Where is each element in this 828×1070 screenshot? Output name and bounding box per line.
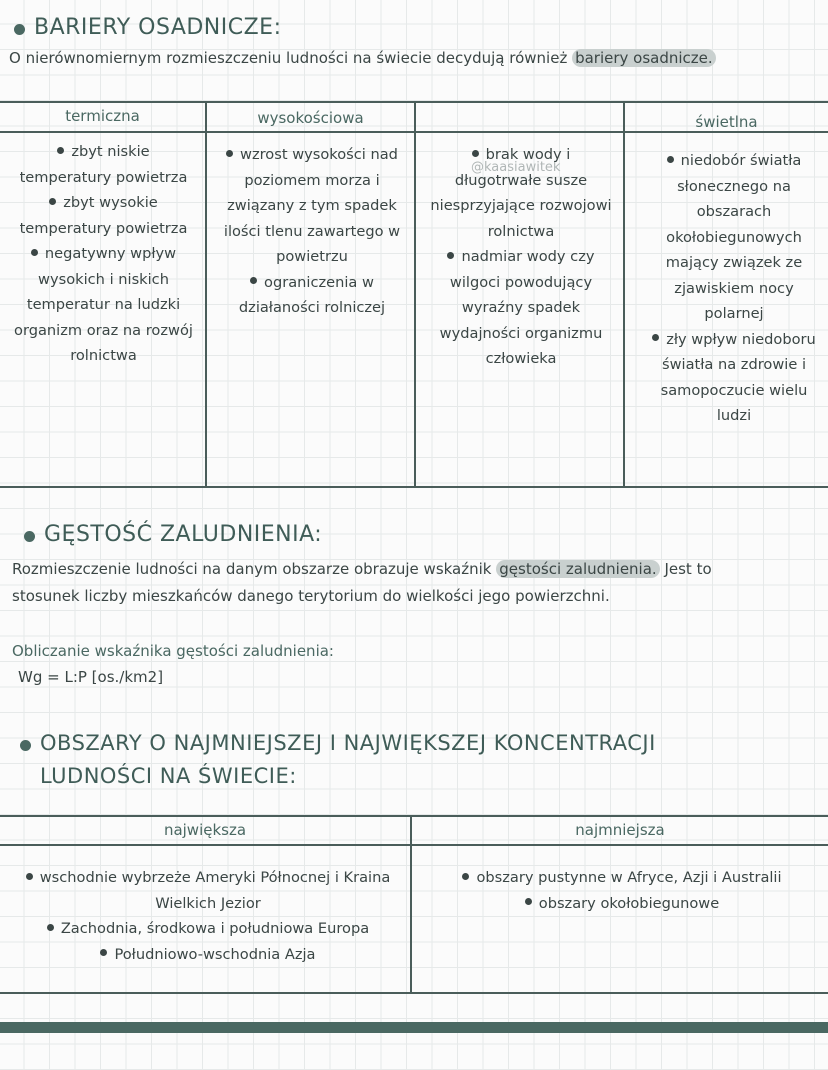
table1-col-divider-2 <box>414 101 416 488</box>
list-item: obszary okołobiegunowe <box>424 891 820 917</box>
intro-text: O nierównomiernym rozmieszczeniu ludności na świecie decydują również <box>9 49 573 67</box>
section-bullet-icon <box>24 531 35 542</box>
table1-cell-termiczna <box>10 139 197 369</box>
table1-header-termiczna: termiczna <box>65 107 140 125</box>
table1-header-swietlna: świetlna <box>695 113 758 131</box>
section-bullet-icon <box>14 24 25 35</box>
intro-paragraph <box>9 45 716 71</box>
table2-header-najmniejsza: najmniejsza <box>575 821 665 839</box>
intro-highlight: bariery osadnicze. <box>572 49 716 67</box>
list-item: negatywny wpływ wysokich i niskich temperatur na ludzki organizm oraz na rozwój rolnictwa <box>10 241 197 369</box>
watermark: @kaasiawitek <box>471 160 561 175</box>
table2-header-divider <box>0 844 828 846</box>
calc-label: Obliczanie wskaźnika gęstości zaludnienia: <box>12 642 334 660</box>
section-heading-obszary-1: OBSZARY O NAJMNIEJSZEJ I NAJWIĘKSZEJ KONCENTRACJI <box>40 731 656 755</box>
table1-col-divider-1 <box>205 101 207 488</box>
density-formula: Wg = L:P [os./km2] <box>18 668 164 686</box>
table2-bottom-border <box>0 992 828 994</box>
list-item: Południowo-wschodnia Azja <box>20 942 396 968</box>
list-item: zbyt wysokie temperatury powietrza <box>10 190 197 241</box>
section-heading-bariery: BARIERY OSADNICZE: <box>34 15 282 40</box>
list-item: ograniczenia w działaności rolniczej <box>222 270 402 321</box>
table2-col-divider <box>410 815 412 994</box>
table1-header-wysokosciowa: wysokościowa <box>257 109 364 127</box>
density-text-after: Jest to <box>659 560 712 578</box>
list-item: brak wody i długotrwałe susze niesprzyjające rozwojowi rolnictwa <box>428 142 614 244</box>
density-highlight: gęstości zaludnienia. <box>496 560 659 578</box>
list-item: zły wpływ niedoboru światła na zdrowie i samopoczucie wielu ludzi <box>644 327 824 429</box>
list-item: obszary pustynne w Afryce, Azji i Australii <box>424 865 820 891</box>
table1-cell-woda <box>428 142 614 372</box>
table1-cell-wysokosciowa <box>222 142 402 321</box>
density-paragraph-line1 <box>12 556 712 582</box>
table1-col-divider-3 <box>623 101 625 488</box>
section-bullet-icon <box>20 740 31 751</box>
table2-top-border <box>0 815 828 817</box>
list-item: zbyt niskie temperatury powietrza <box>10 139 197 190</box>
density-text: Rozmieszczenie ludności na danym obszarze obrazuje wskaźnik <box>12 560 497 578</box>
section-heading-obszary-2: LUDNOŚCI NA ŚWIECIE: <box>40 764 297 788</box>
list-item: wzrost wysokości nad poziomem morza i związany z tym spadek ilości tlenu zawartego w powietrzu <box>222 142 402 270</box>
list-item: nadmiar wody czy wilgoci powodujący wyraźny spadek wydajności organizmu człowieka <box>428 244 614 372</box>
list-item: Zachodnia, środkowa i południowa Europa <box>20 916 396 942</box>
footer-bar <box>0 1022 828 1033</box>
density-paragraph-line2: stosunek liczby mieszkańców danego terytorium do wielkości jego powierzchni. <box>12 587 610 605</box>
table2-cell-najwieksza <box>20 865 396 967</box>
table2-cell-najmniejsza <box>424 865 820 916</box>
table2-header-najwieksza: największa <box>163 821 247 839</box>
list-item: niedobór światła słonecznego na obszarach okołobiegunowych mający związek ze zjawiskiem nocy polarnej <box>644 148 824 327</box>
section-heading-gestosc: GĘSTOŚĆ ZALUDNIENIA: <box>44 522 323 547</box>
list-item: wschodnie wybrzeże Ameryki Północnej i Kraina Wielkich Jezior <box>20 865 396 916</box>
table1-cell-swietlna <box>644 148 824 429</box>
